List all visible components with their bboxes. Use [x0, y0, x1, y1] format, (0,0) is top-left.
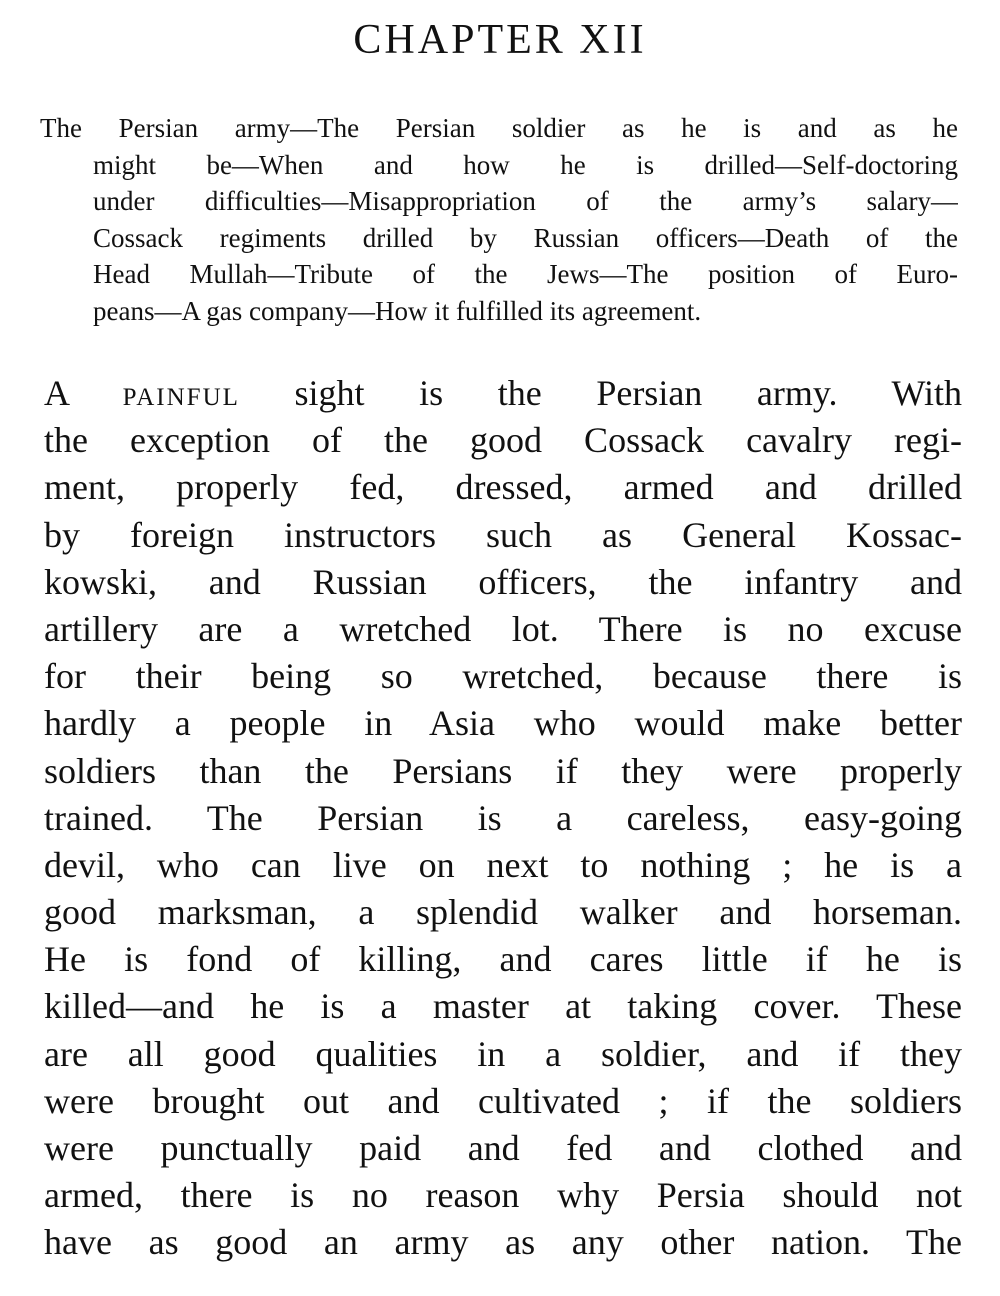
first-line-rest: sight is the Persian army. With [294, 373, 962, 413]
body-line: He is fond of killing, and cares little if he is [44, 939, 962, 980]
body-line: for their being so wretched, because there is [44, 656, 962, 697]
small-caps-word: painful [122, 373, 240, 413]
summary-line: peans—A gas company—How it fulfilled its agreement. [93, 295, 702, 326]
body-line: trained. The Persian is a careless, easy-going [44, 797, 962, 838]
summary-line: The Persian army—The Persian soldier as he is and as he [40, 113, 958, 143]
summary-line: might be—When and how he is drilled—Self-doctoring [93, 149, 958, 180]
body-line-first [44, 370, 962, 417]
body-line: were brought out and cultivated ; if the soldiers [44, 1080, 962, 1121]
summary-line: under difficulties—Misappropriation of the army’s salary— [93, 186, 958, 217]
body-line: devil, who can live on next to nothing ; he is a [44, 844, 962, 885]
summary-line: Cossack regiments drilled by Russian officers—Death of the [93, 222, 958, 253]
body-line: hardly a people in Asia who would make better [44, 703, 962, 744]
body-line: have as good an army as any other nation. The [44, 1222, 962, 1263]
body-line: the exception of the good Cossack cavalry regi- [44, 420, 962, 461]
body-line: good marksman, a splendid walker and horseman. [44, 892, 962, 933]
body-line: by foreign instructors such as General Kossac- [44, 514, 962, 555]
body-text [44, 370, 962, 1267]
body-line: soldiers than the Persians if they were properly [44, 750, 962, 791]
body-line: ment, properly fed, dressed, armed and drilled [44, 467, 962, 508]
summary-line: Head Mullah—Tribute of the Jews—The position of Euro- [93, 259, 958, 290]
body-line: are all good qualities in a soldier, and if they [44, 1033, 962, 1074]
body-line: killed—and he is a master at taking cover. These [44, 986, 962, 1027]
lead-word: A [44, 373, 69, 413]
chapter-summary [40, 110, 960, 330]
body-line: armed, there is no reason why Persia should not [44, 1175, 962, 1216]
body-line: were punctually paid and fed and clothed and [44, 1128, 962, 1168]
body-line: kowski, and Russian officers, the infantry and [44, 561, 962, 602]
body-line: artillery are a wretched lot. There is no excuse [44, 608, 962, 649]
chapter-title: CHAPTER XII [353, 17, 647, 63]
